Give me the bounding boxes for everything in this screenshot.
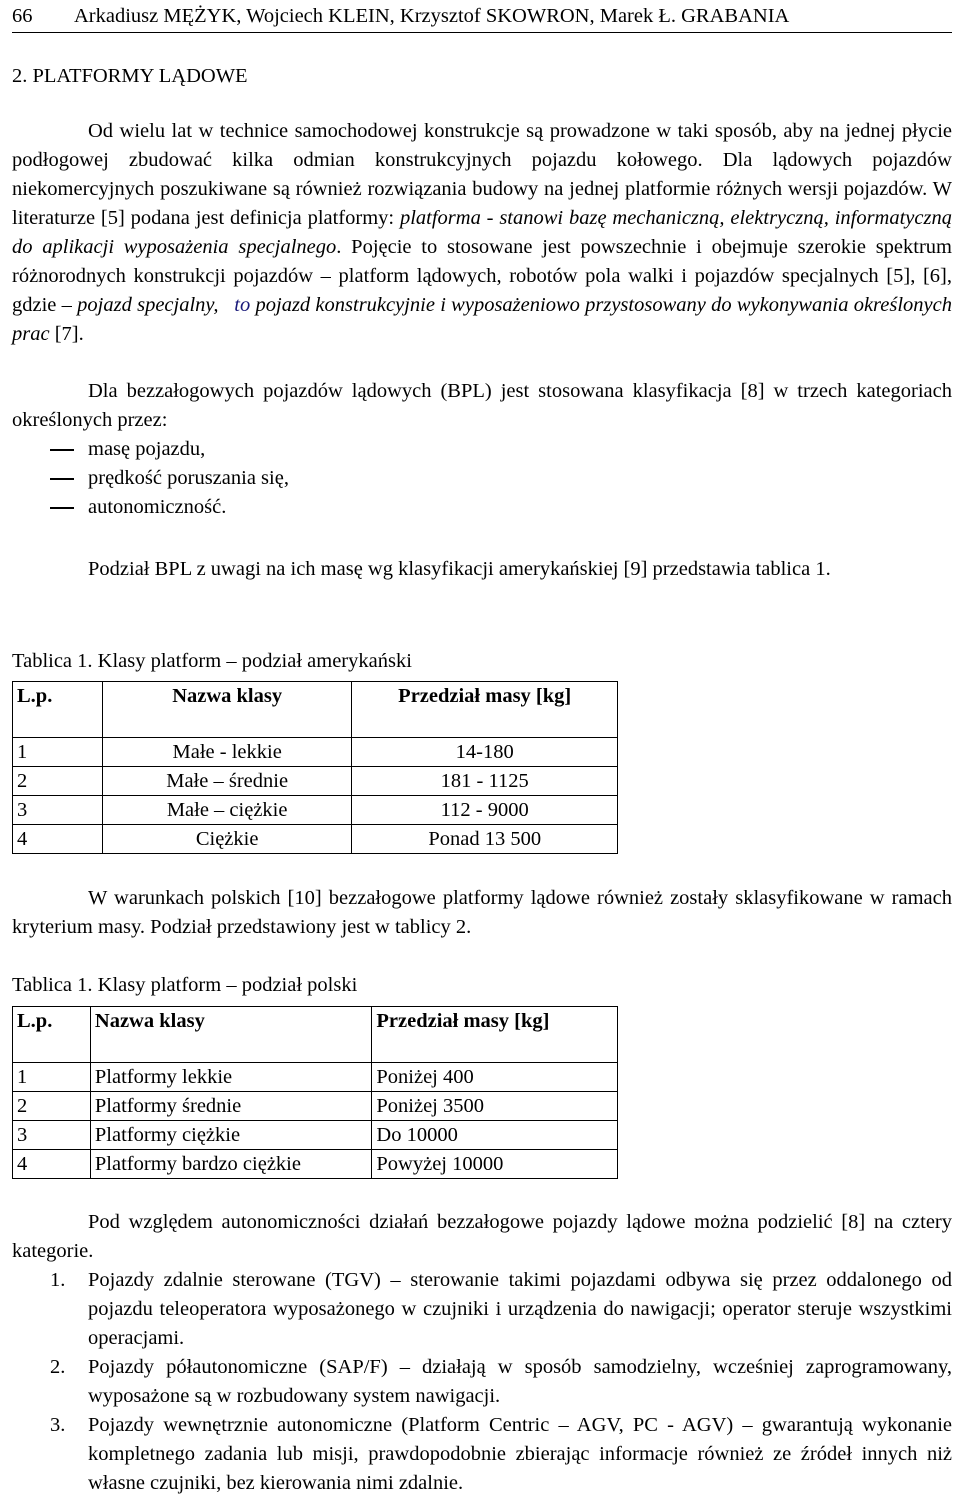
header-authors: Arkadiusz MĘŻYK, Wojciech KLEIN, Krzysztof SKOWRON, Marek Ł. GRABANIA — [74, 5, 790, 27]
table2-caption: Tablica 1. Klasy platform – podział polski — [12, 974, 358, 996]
table-polish-classes — [12, 1006, 618, 1179]
table-header-lp: L.p. — [13, 682, 103, 738]
table-header-mass: Przedział masy [kg] — [372, 1007, 618, 1063]
paragraph-american: Podział BPL z uwagi na ich masę wg klasyfikacji amerykańskiej [9] przedstawia tablica 1. — [88, 558, 831, 580]
table-american-classes — [12, 681, 618, 854]
para1-to: to — [234, 294, 251, 316]
list-item: 2. Pojazdy półautonomiczne (SAP/F) – działają w sposób samodzielny, wcześniej zaprogramowany, wyposażone są w rozbudowany system nawigacji. — [50, 1356, 952, 1407]
list-item: prędkość poruszania się, — [12, 464, 952, 493]
table-row: 2 Platformy średnie Poniżej 3500 — [13, 1092, 618, 1121]
table-header-name: Nazwa klasy — [102, 682, 352, 738]
table-header-lp: L.p. — [13, 1007, 91, 1063]
list-item: masę pojazdu, — [12, 435, 952, 464]
table1-caption: Tablica 1. Klasy platform – podział amerykański — [12, 650, 412, 672]
table-row: 4 Platformy bardzo ciężkie Powyżej 10000 — [13, 1150, 618, 1179]
para1-special-vehicle-def: pojazd konstrukcyjnie i wyposażeniowo przystosowany do wykonywania określonych prac — [12, 294, 952, 345]
table-row: 1 Platformy lekkie Poniżej 400 — [13, 1063, 618, 1092]
table-row: 1 Małe - lekkie 14-180 — [13, 738, 618, 767]
para1-definition: platforma - stanowi bazę mechaniczną, elektryczną, informatyczną do aplikacji wyposażenia specjalnego — [12, 207, 952, 258]
criteria-list — [12, 435, 952, 522]
para1-text-a: Od wielu lat w technice samochodowej konstrukcje są prowadzone w taki sposób, aby na jednej płycie podłogowej zbudować kilka odmian konstrukcyjnych pojazdu kołowego. Dla lądowych pojazdów niekomercyjnych poszukiwane są również rozwiązania budowy na jednej platformie różnych wersji pojazdów. W literaturze [5] podana jest definicja platformy: — [12, 120, 952, 229]
table-row: 3 Platformy ciężkie Do 10000 — [13, 1121, 618, 1150]
para1-text-c: . Pojęcie to stosowane jest powszechnie i obejmuje szerokie spektrum różnorodnych konstrukcji pojazdów – platform lądowych, robotów pola walki i pojazdów specjalnych [5], [6], gdzie – — [12, 236, 952, 316]
section-title: 2. PLATFORMY LĄDOWE — [12, 65, 248, 87]
table-header-name: Nazwa klasy — [90, 1007, 371, 1063]
autonomy-category-list — [12, 1266, 952, 1498]
paragraph-autonomy: Pod względem autonomiczności działań bezzałogowe pojazdy lądowe można podzielić [8] na cztery kategorie. 1. Pojazdy zdalnie sterowane (TGV) – sterowanie takimi pojazdami odbywa się przez oddalonego od pojazdu teleoperatora wyposażonego w czujniki i urządzenia do nawigacji; operator steruje wszystkimi operacjami. 2. Pojazdy półautonomiczne (SAP/F) – działają w sposób samodzielny, wcześniej zaprogramowany, wyposażone są w rozbudowany system nawigacji. 3. Pojazdy wewnętrznie autonomiczne (Platform Centric – AGV, PC - AGV) – gwarantują wykonanie kompletnego zadania lub misji, prawdopodobnie zbierając informacje również ze źródeł innych niż własne czujniki, bez kierowania nimi zdalnie. — [12, 1208, 952, 1498]
table-header-mass: Przedział masy [kg] — [352, 682, 618, 738]
running-header — [12, 2, 952, 33]
paragraph-platform-definition — [12, 117, 952, 349]
table-row: 2 Małe – średnie 181 - 1125 — [13, 767, 618, 796]
table-row: 4 Ciężkie Ponad 13 500 — [13, 825, 618, 854]
table-row: 3 Małe – ciężkie 112 - 9000 — [13, 796, 618, 825]
list-item: 3. Pojazdy wewnętrznie autonomiczne (Platform Centric – AGV, PC - AGV) – gwarantują wykonanie kompletnego zadania lub misji, prawdopodobnie zbierając informacje również ze źródeł innych niż własne czujniki, bez kierowania nimi zdalnie. — [50, 1414, 952, 1494]
para1-text-g: [7]. — [49, 323, 84, 345]
list-item: autonomiczność. — [12, 493, 952, 522]
paragraph-polish: W warunkach polskich [10] bezzałogowe platformy lądowe również zostały sklasyfikowane w ramach kryterium masy. Podział przedstawiony jest w tablicy 2. — [12, 887, 952, 938]
list-item: 1. Pojazdy zdalnie sterowane (TGV) – sterowanie takimi pojazdami odbywa się przez oddalonego od pojazdu teleoperatora wyposażonego w czujniki i urządzenia do nawigacji; operator steruje wszystkimi operacjami. — [50, 1269, 952, 1349]
page-number: 66 — [12, 5, 33, 27]
para1-special-vehicle: pojazd specjalny, — [77, 294, 219, 316]
paragraph-classification: Dla bezzałogowych pojazdów lądowych (BPL) jest stosowana klasyfikacja [8] w trzech kategoriach określonych przez: masę pojazdu, prędkość poruszania się, autonomiczność. — [12, 377, 952, 522]
